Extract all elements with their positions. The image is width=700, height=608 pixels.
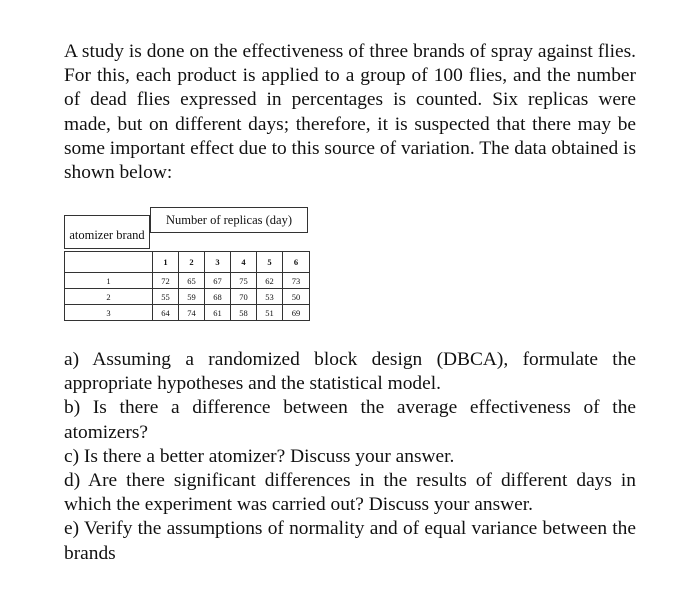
problem-intro: A study is done on the effectiveness of three brands of spray against flies. For this, each product is applied to a group of 100 flies, and the number of dead flies expressed in percentages is counted. Six replicas were made, but on different days; therefore, it is suspected that there may be some important effect due to this source of variation. The data obtained is shown below: <box>64 41 636 184</box>
value-cell: 67 <box>205 273 231 289</box>
day-number: 6 <box>283 252 309 273</box>
replicas-header: Number of replicas (day) <box>150 207 308 233</box>
value-cell: 72 <box>153 273 179 289</box>
brand-cell: 3 <box>65 305 153 320</box>
value-cell: 61 <box>205 305 231 320</box>
data-table <box>64 207 310 321</box>
table-grid <box>64 251 310 321</box>
value-cell: 74 <box>179 305 205 320</box>
value-cell: 70 <box>231 289 257 305</box>
questions-list <box>64 348 636 566</box>
day-number: 4 <box>231 252 257 273</box>
value-cell: 51 <box>257 305 283 320</box>
day-number: 2 <box>179 252 205 273</box>
day-number: 1 <box>153 252 179 273</box>
day-number: 3 <box>205 252 231 273</box>
value-cell: 73 <box>283 273 309 289</box>
brand-cell: 1 <box>65 273 153 289</box>
question-d: d) Are there significant differences in the results of different days in which the experiment was carried out? Discuss your answer. <box>64 470 636 516</box>
value-cell: 62 <box>257 273 283 289</box>
brand-header: atomizer brand <box>64 215 150 249</box>
value-cell: 69 <box>291 307 301 318</box>
value-cell: 53 <box>257 289 283 305</box>
question-a: a) Assuming a randomized block design (DBCA), formulate the appropriate hypotheses and the statistical model. <box>64 349 636 395</box>
value-cell: 50 <box>283 289 309 305</box>
value-cell: 68 <box>205 289 231 305</box>
value-cell: 58 <box>231 305 257 320</box>
day-number: 5 <box>257 252 283 273</box>
question-b: b) Is there a difference between the average effectiveness of the atomizers? <box>64 397 636 443</box>
blank-corner-cell <box>65 252 153 273</box>
value-cell: 55 <box>153 289 179 305</box>
brand-cell: 2 <box>65 289 153 305</box>
question-e: e) Verify the assumptions of normality and of equal variance between the brands <box>64 518 636 564</box>
value-cell: 75 <box>231 273 257 289</box>
value-cell: 65 <box>179 273 205 289</box>
question-c: c) Is there a better atomizer? Discuss your answer. <box>64 445 455 467</box>
value-cell: 59 <box>179 289 205 305</box>
value-cell: 64 <box>153 305 179 320</box>
table-header-row <box>64 207 310 249</box>
